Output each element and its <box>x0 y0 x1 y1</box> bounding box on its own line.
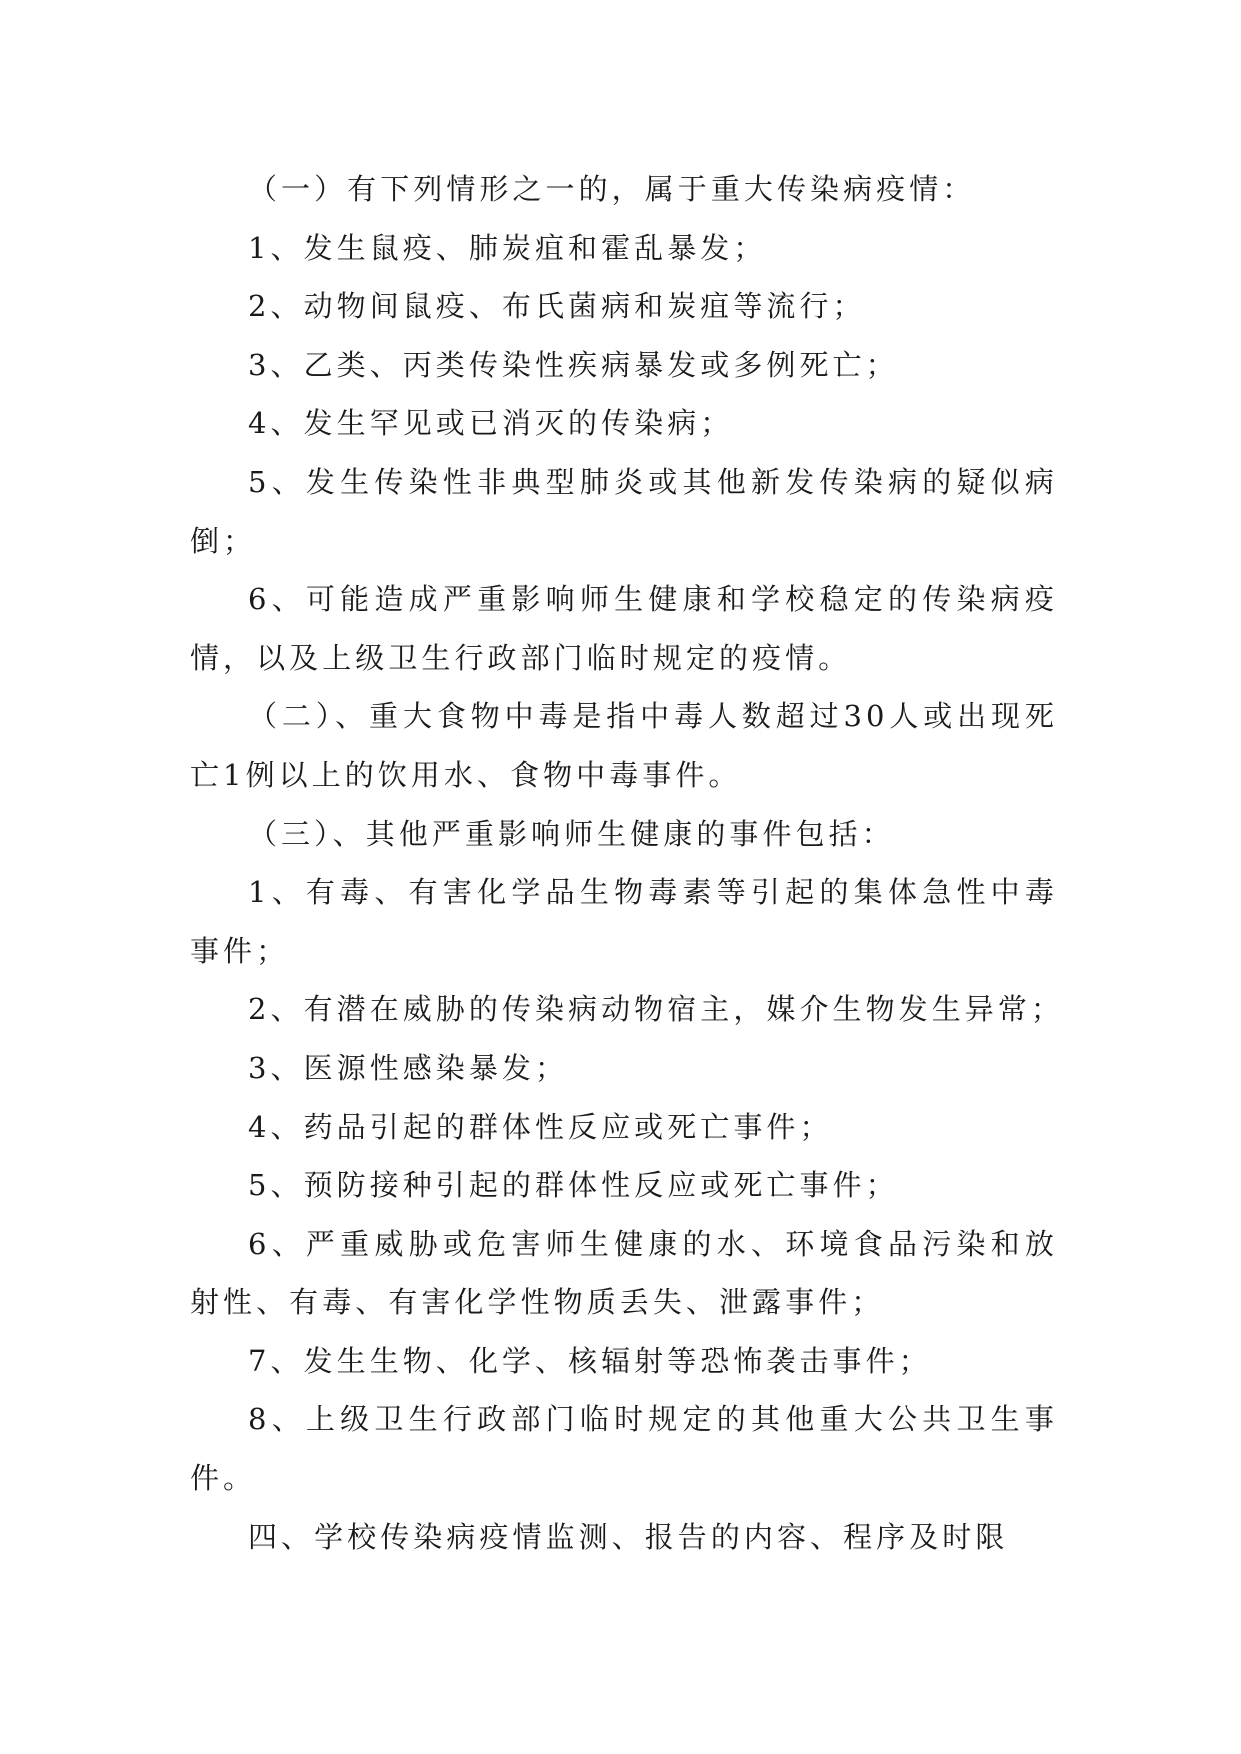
paragraph-12: 3、医源性感染暴发； <box>248 1050 569 1085</box>
paragraph-8: （二）、重大食物中毒是指中毒人数超过30人或出现死亡1例以上的饮用水、食物中毒事件。 <box>190 699 1058 792</box>
paragraph-3: 2、动物间鼠疫、布氏菌病和炭疽等流行； <box>248 289 866 324</box>
document-body <box>190 160 1064 1566</box>
paragraph-11: 2、有潜在威胁的传染病动物宿主，媒介生物发生异常； <box>248 992 1064 1027</box>
paragraph-16: 7、发生生物、化学、核辐射等恐怖袭击事件； <box>248 1343 932 1378</box>
paragraph-17: 8、上级卫生行政部门临时规定的其他重大公共卫生事件。 <box>190 1402 1058 1496</box>
paragraph-10: 1、有毒、有害化学品生物毒素等引起的集体急性中毒事件； <box>190 875 1058 968</box>
paragraph-6: 5、发生传染性非典型肺炎或其他新发传染病的疑似病倒； <box>190 464 1058 558</box>
paragraph-1: （一）有下列情形之一的，属于重大传染病疫情： <box>248 172 976 206</box>
paragraph-13: 4、药品引起的群体性反应或死亡事件； <box>248 1109 833 1144</box>
paragraph-7: 6、可能造成严重影响师生健康和学校稳定的传染病疫情，以及上级卫生行政部门临时规定的疫情。 <box>190 582 1058 675</box>
paragraph-5: 4、发生罕见或已消灭的传染病； <box>248 406 734 441</box>
paragraph-9: （三）、其他严重影响师生健康的事件包括： <box>248 816 895 851</box>
paragraph-2: 1、发生鼠疫、肺炭疽和霍乱暴发； <box>248 230 767 265</box>
paragraph-4: 3、乙类、丙类传染性疾病暴发或多例死亡； <box>248 347 899 382</box>
section-heading: 四、学校传染病疫情监测、报告的内容、程序及时限 <box>248 1519 1009 1554</box>
paragraph-15: 6、严重威胁或危害师生健康的水、环境食品污染和放射性、有毒、有害化学性物质丢失、泄露事件； <box>190 1226 1058 1320</box>
paragraph-14: 5、预防接种引起的群体性反应或死亡事件； <box>248 1168 899 1203</box>
